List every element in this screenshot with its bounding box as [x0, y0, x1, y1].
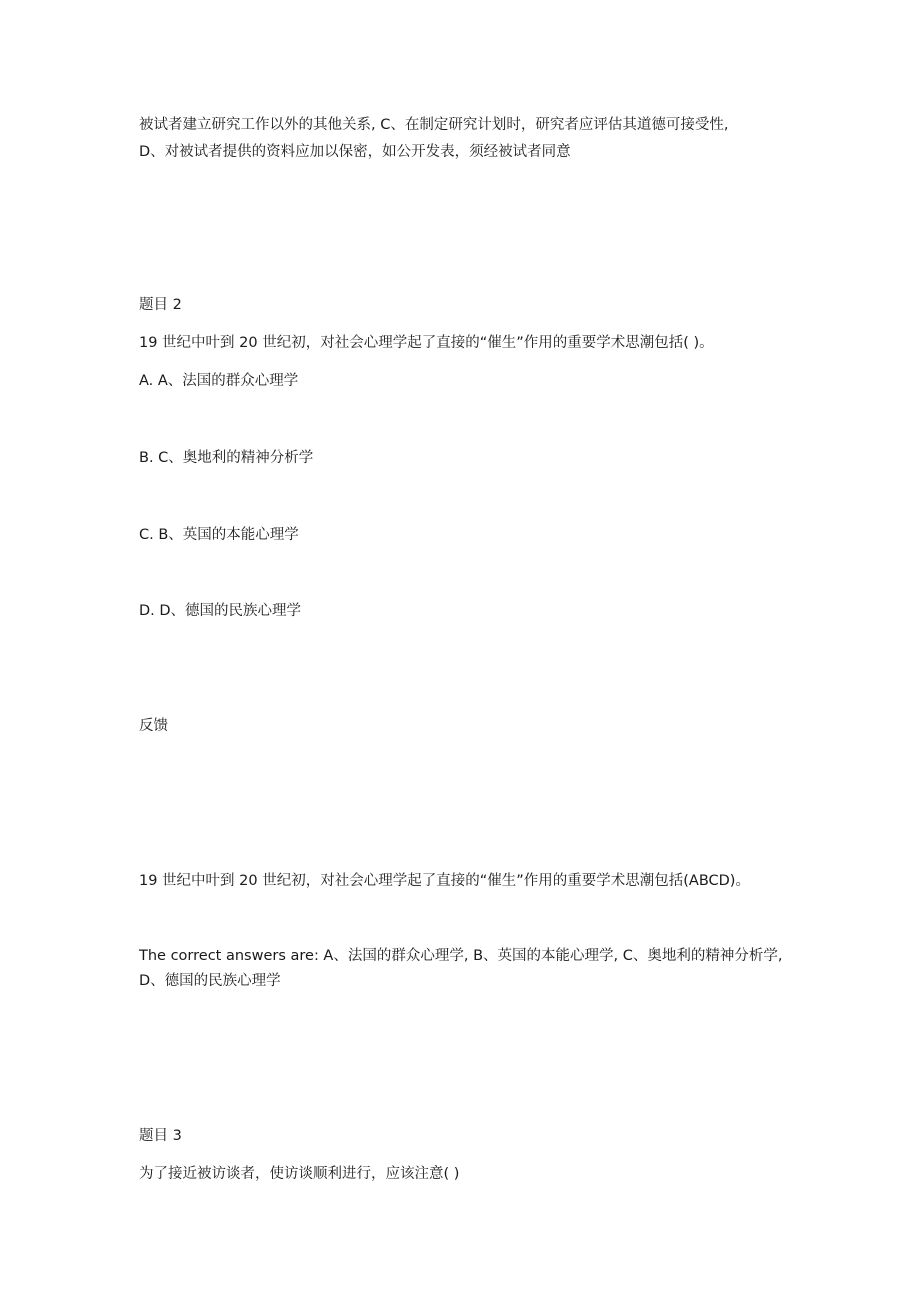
q2-option-d[interactable]: D. D、德国的民族心理学: [139, 603, 302, 619]
q2-stem: 19 世纪中叶到 20 世纪初，对社会心理学起了直接的“催生”作用的重要学术思潮包括( )。: [139, 335, 714, 351]
q1-tail-line-1: 被试者建立研究工作以外的其他关系, C、在制定研究计划时，研究者应评估其道德可接受性,: [139, 117, 729, 133]
q2-correct-answers: The correct answers are: A、法国的群众心理学, B、英国的本能心理学, C、奥地利的精神分析学, D、德国的民族心理学: [139, 948, 783, 989]
q2-option-b[interactable]: B. C、奥地利的精神分析学: [139, 450, 314, 466]
q2-heading: 题目 2: [139, 297, 182, 313]
q3-heading: 题目 3: [139, 1128, 182, 1144]
q3-stem: 为了接近被访谈者，使访谈顺利进行，应该注意( ): [139, 1166, 460, 1182]
q2-option-a[interactable]: A. A、法国的群众心理学: [139, 373, 299, 389]
q1-tail-line-2: D、对被试者提供的资料应加以保密，如公开发表，须经被试者同意: [139, 144, 571, 160]
q2-option-c[interactable]: C. B、英国的本能心理学: [139, 527, 299, 543]
q2-feedback-answer: 19 世纪中叶到 20 世纪初，对社会心理学起了直接的“催生”作用的重要学术思潮包括(ABCD)。: [139, 873, 750, 889]
q2-feedback-label: 反馈: [139, 718, 168, 734]
